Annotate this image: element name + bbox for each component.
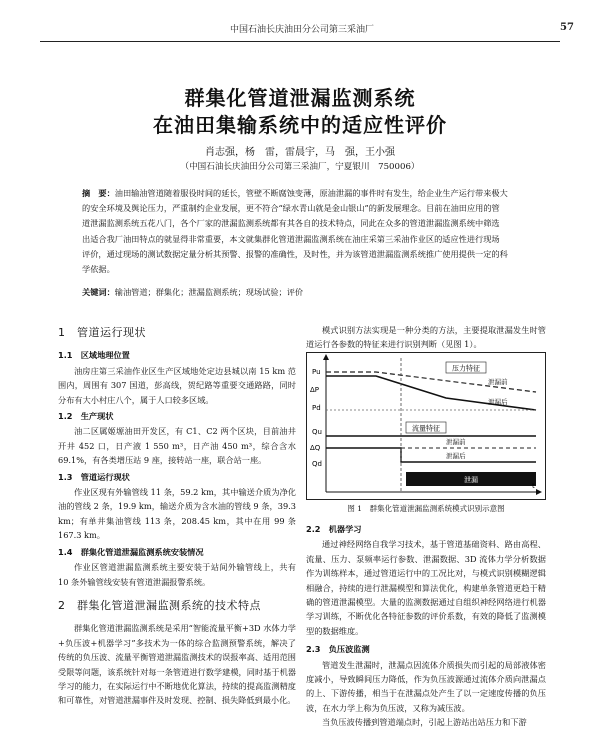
right-intro-text: 模式识别方法实现是一种分类的方法，主要提取泄漏发生时管道运行各参数的特征来进行识别判断（见图 1）。 — [306, 325, 546, 350]
subsection-1-2-text: 油二区属姬塬油田开发区，有 C1、C2 两个区块，目前油井开井 452 口，日产液 1 550 m³，日产油 450 m³，综合含水 69.1%，有各类增压站 9 座，接转站一座，联合站一座。 — [58, 426, 296, 466]
subsection-1-1-text: 油房庄第三采油作业区生产区域地处定边县城以南 15 km 范围内，周围有 307 国道，彭高线，贺纪路等重要交通路路，同时分布有大小村庄八个，属于人口较多区域。 — [58, 365, 296, 405]
subsection-1-3-heading: 1.3 管道运行现状 — [58, 471, 130, 482]
abstract-line: 道泄漏监测系统五花八门，各个厂家的泄漏监测系统都有其各自的技术特点，同此在众多的管道泄漏监测系统中筛选 — [82, 218, 500, 229]
right-column-body — [306, 520, 546, 730]
paper-title-line1: 群集化管道泄漏监测系统 — [184, 86, 416, 110]
paper-title-line2: 在油田集输系统中的适应性评价 — [153, 113, 447, 137]
abstract — [82, 186, 528, 277]
subsection-1-3-text: 作业区现有外输管线 11 条，59.2 km，其中输送介质为净化油的管线 2 条，19.9 km，输送介质为含水油的管线 9 条，39.3 km；有单井集油管线 113 条，208.45 km，其中在用 99 条 167.3 km。 — [58, 487, 296, 541]
label-qd: Qd — [312, 460, 322, 468]
label-delta-q: ΔQ — [310, 444, 321, 452]
pressure-before-label: 泄漏前 — [488, 378, 508, 386]
label-delta-p: ΔP — [310, 386, 320, 394]
abstract-line: 的安全环境及舆论压力，严重制约企业发展，更不符合“绿水青山就是金山银山”的新发展理念。目前在油田应用的管 — [82, 203, 500, 214]
flow-feature-label: 流量特征 — [412, 424, 440, 433]
authors: 肖志强，杨 雷，雷晨宇，马 强，王小强 — [205, 147, 395, 158]
header-rule — [40, 41, 560, 42]
left-column — [58, 316, 296, 708]
abstract-line: 出适合我厂油田特点的就显得非常重要，本文就集群化管道泄漏监测系统在油庄采第三采油作业区的适应性进行现场 — [82, 233, 500, 244]
leak-label: 泄漏 — [464, 476, 478, 484]
pressure-after-label: 泄漏后 — [488, 398, 508, 406]
affiliation: （中国石油长庆油田分公司第三采油厂，宁夏银川 750006） — [180, 162, 420, 172]
section-1-heading: 1 管道运行现状 — [58, 326, 146, 339]
label-qu: Qu — [312, 428, 322, 436]
subsection-2-3-tail: 当负压波传播到管道端点时，引起上游站出站压力和下游 — [322, 717, 527, 728]
abstract-line: 评价，通过现场的测试数据定量分析其预警、报警的准确性，及时性，并为该管道泄漏监测系统推广使用提供一定的科 — [82, 248, 508, 259]
flow-after-label: 泄漏后 — [446, 452, 466, 460]
abstract-line: 学依据。 — [82, 264, 115, 275]
keywords-text: 输油管道；群集化；泄漏监测系统；现场试验；评价 — [114, 287, 304, 297]
subsection-1-4-heading: 1.4 群集化管道泄漏监测系统安装情况 — [58, 546, 204, 557]
abstract-line: 摘 要：油田输油管道随着服役时间的延长，管壁不断腐蚀变薄，原油泄漏的事件时有发生，给企业生产运行带来极大 — [82, 188, 508, 198]
label-pd: Pd — [312, 404, 321, 412]
page-number: 57 — [560, 22, 574, 33]
flow-before-label: 泄漏前 — [446, 438, 466, 446]
running-title: 中国石油长庆油田分公司第三采油厂 — [230, 25, 375, 35]
keywords — [82, 287, 528, 298]
keywords-label: 关键词： — [82, 287, 115, 297]
figure-1-diagram — [306, 352, 546, 500]
abstract-label: 摘 要： — [82, 188, 115, 198]
label-pu: Pu — [312, 368, 321, 376]
subsection-1-4-text: 作业区管道泄漏监测系统主要安装于站间外输管线上，共有 10 条外输管线安装有管道泄漏报警系统。 — [58, 562, 296, 587]
subsection-2-2-heading: 2.2 机器学习 — [306, 524, 362, 534]
subsection-2-2-text: 通过神经网络自我学习技术，基于管道基础资料、路由高程、流量、压力、泵频率运行参数、泄漏数据、3D 流体力学分析数据作为训练样本，通过管道运行中的工况比对，与模式识别模糊逻辑相融合，持续的进行泄漏模型和算法优化，构建单条管道更趋于精确的管道泄漏模型。大量的监测数据通过自组织神经网络进行机器学习训练，不断优化各特征参数的评价系数，有效的降低了监测模型的数据维度。 — [306, 539, 546, 636]
pressure-feature-label: 压力特征 — [452, 364, 480, 373]
right-column-intro — [306, 323, 546, 352]
subsection-1-2-heading: 1.2 生产现状 — [58, 411, 114, 422]
section-2-text: 群集化管道泄漏监测系统是采用“智能流量平衡+3D 水体力学+负压波+机器学习”多技术为一体的综合监测预警系统，解决了传统的负压波、流量平衡管道泄漏监测技术的误报率高、适用范围受限等问题，该系统针对每一条管道进行数学建模，同时基于机器学习的能力，在实际运行中不断地优化算法，持续的提高监测精度和可靠性，对管道泄漏事件及时发现、控制、损失降低到最小化。 — [58, 623, 296, 706]
section-2-heading: 2 群集化管道泄漏监测系统的技术特点 — [58, 598, 261, 612]
subsection-1-1-heading: 1.1 区域地理位置 — [58, 350, 130, 361]
x-axis-label: t — [532, 482, 535, 490]
subsection-2-3-heading: 2.3 负压波监测 — [306, 644, 370, 655]
figure-1-caption: 图 1 群集化管道泄漏监测系统模式识别示意图 — [347, 504, 505, 513]
subsection-2-3-text: 管道发生泄漏时，泄漏点因流体介质损失而引起的局部液体密度减小，导致瞬间压力降低，作为负压波源通过流体介质向泄漏点的上、下游传播，相当于在泄漏点处产生了以一定速度传播的负压波，在水力学上称为负压波，又称为减压波。 — [306, 659, 546, 713]
